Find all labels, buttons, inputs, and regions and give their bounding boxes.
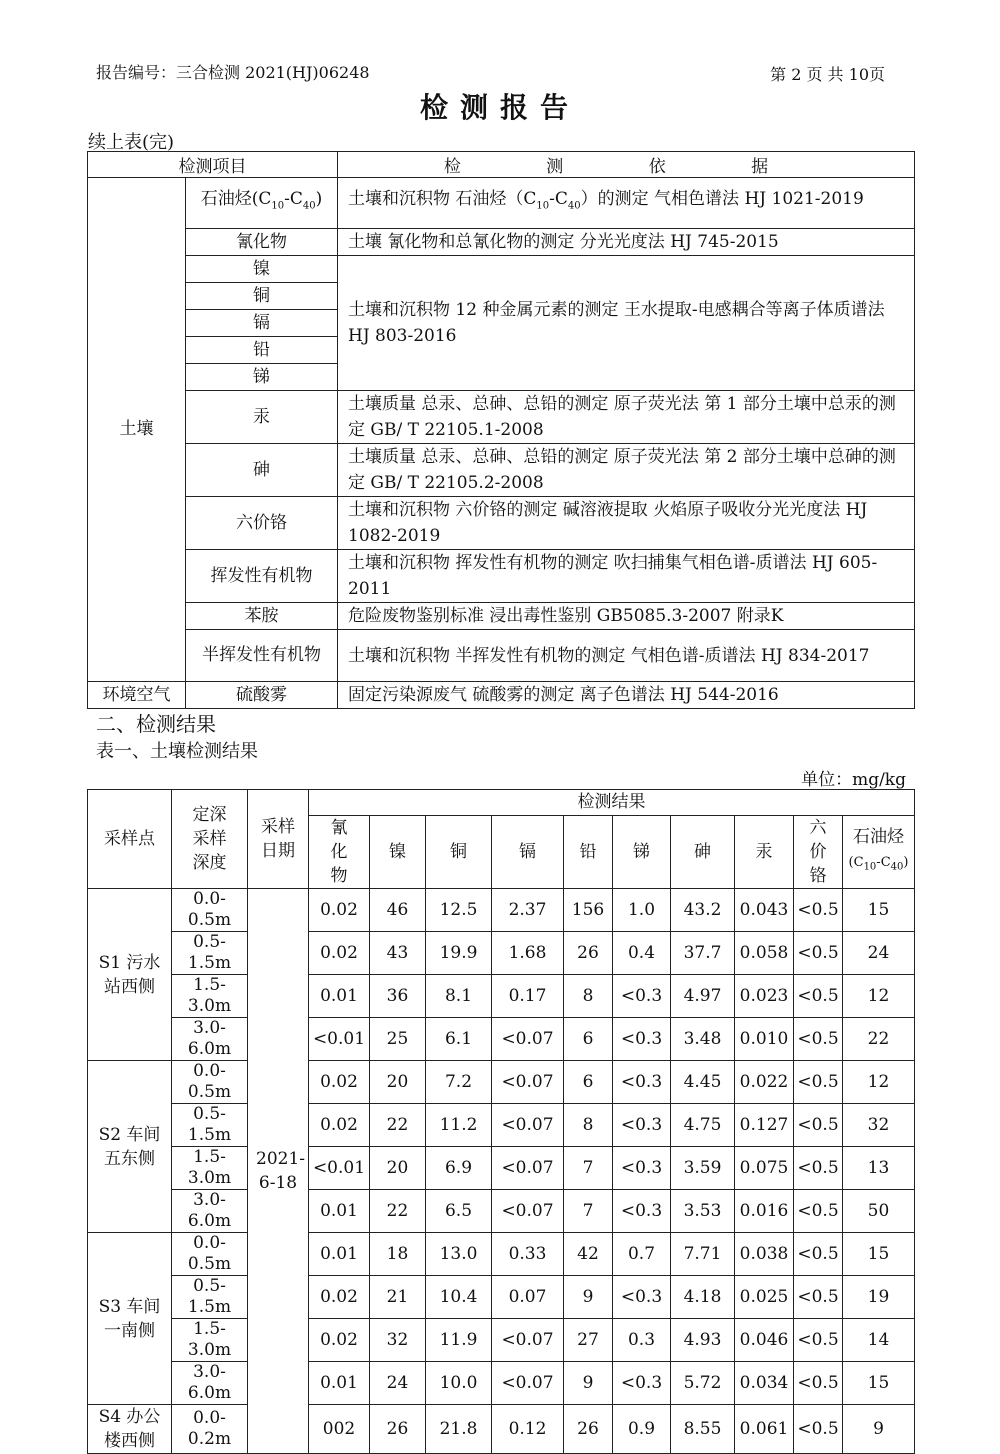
value-cell: 12 bbox=[843, 975, 915, 1018]
method-basis: 土壤和沉积物 挥发性有机物的测定 吹扫捕集气相色谱-质谱法 HJ 605-2011 bbox=[338, 550, 915, 603]
value-cell: <0.07 bbox=[492, 1018, 564, 1061]
value-cell: 0.058 bbox=[735, 932, 794, 975]
depth-cell: 3.0-6.0m bbox=[172, 1190, 248, 1233]
value-cell: 1.0 bbox=[613, 889, 671, 932]
table-row bbox=[88, 1147, 915, 1190]
method-basis: 土壤和沉积物 半挥发性有机物的测定 气相色谱-质谱法 HJ 834-2017 bbox=[338, 630, 915, 682]
value-cell: 26 bbox=[370, 1405, 426, 1454]
value-cell: 0.010 bbox=[735, 1018, 794, 1061]
analyte-header: 石油烃 $(C_{10}-C_{40})$ bbox=[843, 816, 915, 889]
value-cell: 11.2 bbox=[426, 1104, 492, 1147]
value-cell: <0.3 bbox=[613, 1276, 671, 1319]
value-cell: 0.02 bbox=[309, 1061, 370, 1104]
table-row bbox=[88, 1362, 915, 1405]
value-cell: 21.8 bbox=[426, 1405, 492, 1454]
value-cell: 7.71 bbox=[671, 1233, 735, 1276]
value-cell: <0.5 bbox=[794, 1190, 843, 1233]
value-cell: <0.01 bbox=[309, 1018, 370, 1061]
method-item: 苯胺 bbox=[186, 603, 338, 630]
value-cell: <0.5 bbox=[794, 1319, 843, 1362]
value-cell: 8.55 bbox=[671, 1405, 735, 1454]
value-cell: 0.02 bbox=[309, 889, 370, 932]
col-basis-header: 检 测 依 据 bbox=[338, 152, 915, 178]
continued-label: 续上表(完) bbox=[88, 132, 175, 153]
unit-label: 单位：mg/kg bbox=[801, 770, 906, 790]
method-basis: 固定污染源废气 硫酸雾的测定 离子色谱法 HJ 544-2016 bbox=[338, 682, 915, 709]
method-item: 铅 bbox=[186, 337, 338, 364]
table-row bbox=[88, 1061, 915, 1104]
table-row bbox=[88, 932, 915, 975]
value-cell: 0.3 bbox=[613, 1319, 671, 1362]
method-item: 石油烃$(C_{10}-C_{40})$ bbox=[186, 178, 338, 229]
analyte-header: 砷 bbox=[671, 816, 735, 889]
col-site-header: 采样点 bbox=[88, 790, 172, 889]
value-cell: 6 bbox=[564, 1018, 613, 1061]
value-cell: 32 bbox=[370, 1319, 426, 1362]
report-number: 报告编号：三合检测 2021(HJ)06248 bbox=[96, 63, 370, 82]
value-cell: <0.5 bbox=[794, 1276, 843, 1319]
depth-cell: 3.0-6.0m bbox=[172, 1362, 248, 1405]
table-row bbox=[88, 1018, 915, 1061]
value-cell: <0.5 bbox=[794, 1233, 843, 1276]
method-item: 砷 bbox=[186, 444, 338, 497]
value-cell: 18 bbox=[370, 1233, 426, 1276]
method-item: 锑 bbox=[186, 364, 338, 391]
table-row bbox=[88, 889, 915, 932]
value-cell: 0.016 bbox=[735, 1190, 794, 1233]
depth-cell: 0.5-1.5m bbox=[172, 1104, 248, 1147]
value-cell: 0.038 bbox=[735, 1233, 794, 1276]
value-cell: <0.3 bbox=[613, 1104, 671, 1147]
value-cell: 0.034 bbox=[735, 1362, 794, 1405]
site-name: S2 车间五东侧 bbox=[88, 1061, 172, 1233]
value-cell: 24 bbox=[370, 1362, 426, 1405]
value-cell: 22 bbox=[370, 1190, 426, 1233]
value-cell: 37.7 bbox=[671, 932, 735, 975]
depth-cell: 3.0-6.0m bbox=[172, 1018, 248, 1061]
col-depth-header: 定深采样深度 bbox=[172, 790, 248, 889]
site-name: S3 车间一南侧 bbox=[88, 1233, 172, 1405]
analyte-header: 汞 bbox=[735, 816, 794, 889]
value-cell: 10.0 bbox=[426, 1362, 492, 1405]
col-item-header: 检测项目 bbox=[88, 152, 338, 178]
value-cell: 0.075 bbox=[735, 1147, 794, 1190]
value-cell: <0.5 bbox=[794, 975, 843, 1018]
group-air: 环境空气 bbox=[88, 682, 186, 709]
value-cell: 20 bbox=[370, 1147, 426, 1190]
value-cell: <0.5 bbox=[794, 1104, 843, 1147]
value-cell: 11.9 bbox=[426, 1319, 492, 1362]
analyte-header: 六价铬 bbox=[794, 816, 843, 889]
value-cell: 5.72 bbox=[671, 1362, 735, 1405]
value-cell: 0.01 bbox=[309, 1190, 370, 1233]
group-soil: 土壤 bbox=[88, 178, 186, 682]
value-cell: 9 bbox=[843, 1405, 915, 1454]
method-item: 硫酸雾 bbox=[186, 682, 338, 709]
value-cell: 0.33 bbox=[492, 1233, 564, 1276]
value-cell: 24 bbox=[843, 932, 915, 975]
value-cell: <0.5 bbox=[794, 889, 843, 932]
page-number: 第 2 页 共 10页 bbox=[770, 65, 885, 84]
value-cell: <0.5 bbox=[794, 1147, 843, 1190]
value-cell: 7 bbox=[564, 1190, 613, 1233]
value-cell: <0.07 bbox=[492, 1362, 564, 1405]
col-date-header: 采样日期 bbox=[248, 790, 309, 889]
value-cell: 25 bbox=[370, 1018, 426, 1061]
value-cell: 4.97 bbox=[671, 975, 735, 1018]
value-cell: 3.59 bbox=[671, 1147, 735, 1190]
value-cell: 10.4 bbox=[426, 1276, 492, 1319]
value-cell: 0.127 bbox=[735, 1104, 794, 1147]
table-row bbox=[88, 1104, 915, 1147]
table-title: 表一、土壤检测结果 bbox=[96, 741, 258, 762]
method-item: 镉 bbox=[186, 310, 338, 337]
value-cell: 4.93 bbox=[671, 1319, 735, 1362]
value-cell: <0.5 bbox=[794, 1061, 843, 1104]
method-table bbox=[87, 151, 915, 709]
value-cell: 0.02 bbox=[309, 932, 370, 975]
value-cell: 21 bbox=[370, 1276, 426, 1319]
value-cell: 3.48 bbox=[671, 1018, 735, 1061]
value-cell: 0.17 bbox=[492, 975, 564, 1018]
value-cell: <0.3 bbox=[613, 1018, 671, 1061]
value-cell: 0.01 bbox=[309, 1233, 370, 1276]
analyte-header: 铅 bbox=[564, 816, 613, 889]
value-cell: 13.0 bbox=[426, 1233, 492, 1276]
value-cell: <0.3 bbox=[613, 975, 671, 1018]
site-name: S4 办公楼西侧 bbox=[88, 1405, 172, 1454]
table-row bbox=[88, 1190, 915, 1233]
value-cell: 12.5 bbox=[426, 889, 492, 932]
value-cell: 27 bbox=[564, 1319, 613, 1362]
method-basis: 危险废物鉴别标准 浸出毒性鉴别 GB5085.3-2007 附录K bbox=[338, 603, 915, 630]
value-cell: <0.07 bbox=[492, 1319, 564, 1362]
method-basis: 土壤质量 总汞、总砷、总铅的测定 原子荧光法 第 1 部分土壤中总汞的测定 GB/ T 22105.1-2008 bbox=[338, 391, 915, 444]
value-cell: 50 bbox=[843, 1190, 915, 1233]
value-cell: 7.2 bbox=[426, 1061, 492, 1104]
value-cell: 0.043 bbox=[735, 889, 794, 932]
depth-cell: 1.5-3.0m bbox=[172, 1319, 248, 1362]
value-cell: 46 bbox=[370, 889, 426, 932]
value-cell: <0.07 bbox=[492, 1104, 564, 1147]
value-cell: 22 bbox=[370, 1104, 426, 1147]
depth-cell: 0.0-0.5m bbox=[172, 889, 248, 932]
value-cell: <0.07 bbox=[492, 1061, 564, 1104]
method-basis: 土壤质量 总汞、总砷、总铅的测定 原子荧光法 第 2 部分土壤中总砷的测定 GB/ T 22105.2-2008 bbox=[338, 444, 915, 497]
value-cell: 15 bbox=[843, 1362, 915, 1405]
method-item: 氰化物 bbox=[186, 229, 338, 256]
depth-cell: 0.5-1.5m bbox=[172, 1276, 248, 1319]
method-item: 镍 bbox=[186, 256, 338, 283]
value-cell: 43 bbox=[370, 932, 426, 975]
value-cell: 6 bbox=[564, 1061, 613, 1104]
value-cell: 20 bbox=[370, 1061, 426, 1104]
value-cell: 26 bbox=[564, 932, 613, 975]
method-basis: 土壤和沉积物 石油烃$(C_{10}-C_{40})$的测定 气相色谱法 HJ 1021-2019 bbox=[338, 178, 915, 229]
value-cell: 4.75 bbox=[671, 1104, 735, 1147]
analyte-header: 镉 bbox=[492, 816, 564, 889]
value-cell: 12 bbox=[843, 1061, 915, 1104]
result-table bbox=[87, 789, 915, 1454]
value-cell: <0.3 bbox=[613, 1190, 671, 1233]
value-cell: <0.3 bbox=[613, 1362, 671, 1405]
depth-cell: 0.0-0.5m bbox=[172, 1061, 248, 1104]
value-cell: 0.01 bbox=[309, 975, 370, 1018]
value-cell: 0.07 bbox=[492, 1276, 564, 1319]
value-cell: 0.12 bbox=[492, 1405, 564, 1454]
analyte-header: 锑 bbox=[613, 816, 671, 889]
value-cell: 0.023 bbox=[735, 975, 794, 1018]
analyte-header: 铜 bbox=[426, 816, 492, 889]
value-cell: 0.01 bbox=[309, 1362, 370, 1405]
value-cell: 6.9 bbox=[426, 1147, 492, 1190]
value-cell: 22 bbox=[843, 1018, 915, 1061]
method-item: 六价铬 bbox=[186, 497, 338, 550]
analyte-header: 镍 bbox=[370, 816, 426, 889]
depth-cell: 0.0-0.5m bbox=[172, 1233, 248, 1276]
method-basis: 土壤 氰化物和总氰化物的测定 分光光度法 HJ 745-2015 bbox=[338, 229, 915, 256]
value-cell: 4.18 bbox=[671, 1276, 735, 1319]
value-cell: 6.5 bbox=[426, 1190, 492, 1233]
value-cell: 002 bbox=[309, 1405, 370, 1454]
method-item: 挥发性有机物 bbox=[186, 550, 338, 603]
value-cell: 19.9 bbox=[426, 932, 492, 975]
value-cell: 15 bbox=[843, 889, 915, 932]
table-row bbox=[88, 1319, 915, 1362]
table-row bbox=[88, 975, 915, 1018]
method-item: 汞 bbox=[186, 391, 338, 444]
depth-cell: 1.5-3.0m bbox=[172, 1147, 248, 1190]
value-cell: 7 bbox=[564, 1147, 613, 1190]
value-cell: 32 bbox=[843, 1104, 915, 1147]
value-cell: <0.5 bbox=[794, 1362, 843, 1405]
value-cell: 0.02 bbox=[309, 1276, 370, 1319]
value-cell: 8.1 bbox=[426, 975, 492, 1018]
value-cell: 0.022 bbox=[735, 1061, 794, 1104]
table-row bbox=[88, 1233, 915, 1276]
value-cell: 0.4 bbox=[613, 932, 671, 975]
value-cell: <0.07 bbox=[492, 1147, 564, 1190]
analyte-header: 氰化物 bbox=[309, 816, 370, 889]
depth-cell: 1.5-3.0m bbox=[172, 975, 248, 1018]
value-cell: 4.45 bbox=[671, 1061, 735, 1104]
value-cell: 156 bbox=[564, 889, 613, 932]
value-cell: <0.3 bbox=[613, 1147, 671, 1190]
value-cell: 9 bbox=[564, 1276, 613, 1319]
value-cell: 0.025 bbox=[735, 1276, 794, 1319]
depth-cell: 0.5-1.5m bbox=[172, 932, 248, 975]
value-cell: 26 bbox=[564, 1405, 613, 1454]
page-title: 检测报告 bbox=[419, 91, 580, 124]
value-cell: 19 bbox=[843, 1276, 915, 1319]
value-cell: 0.7 bbox=[613, 1233, 671, 1276]
table-row bbox=[88, 1276, 915, 1319]
col-results-header: 检测结果 bbox=[309, 790, 915, 816]
value-cell: 15 bbox=[843, 1233, 915, 1276]
value-cell: 0.02 bbox=[309, 1104, 370, 1147]
method-basis: 土壤和沉积物 六价铬的测定 碱溶液提取 火焰原子吸收分光光度法 HJ 1082-2019 bbox=[338, 497, 915, 550]
value-cell: 6.1 bbox=[426, 1018, 492, 1061]
value-cell: <0.5 bbox=[794, 932, 843, 975]
value-cell: <0.3 bbox=[613, 1061, 671, 1104]
table-row bbox=[88, 1405, 915, 1454]
value-cell: <0.01 bbox=[309, 1147, 370, 1190]
method-basis: 土壤和沉积物 12 种金属元素的测定 王水提取-电感耦合等离子体质谱法 HJ 803-2016 bbox=[338, 256, 915, 391]
value-cell: 0.02 bbox=[309, 1319, 370, 1362]
value-cell: 1.68 bbox=[492, 932, 564, 975]
value-cell: 0.9 bbox=[613, 1405, 671, 1454]
value-cell: 0.046 bbox=[735, 1319, 794, 1362]
value-cell: <0.5 bbox=[794, 1018, 843, 1061]
value-cell: 14 bbox=[843, 1319, 915, 1362]
section-heading: 二、检测结果 bbox=[96, 712, 216, 736]
method-item: 半挥发性有机物 bbox=[186, 630, 338, 682]
value-cell: 13 bbox=[843, 1147, 915, 1190]
value-cell: 42 bbox=[564, 1233, 613, 1276]
value-cell: <0.5 bbox=[794, 1405, 843, 1454]
value-cell: 8 bbox=[564, 1104, 613, 1147]
method-item: 铜 bbox=[186, 283, 338, 310]
value-cell: 43.2 bbox=[671, 889, 735, 932]
value-cell: 3.53 bbox=[671, 1190, 735, 1233]
value-cell: 2.37 bbox=[492, 889, 564, 932]
sample-date: 2021-6-18 bbox=[248, 889, 309, 1454]
value-cell: 9 bbox=[564, 1362, 613, 1405]
value-cell: 8 bbox=[564, 975, 613, 1018]
site-name: S1 污水站西侧 bbox=[88, 889, 172, 1061]
depth-cell: 0.0-0.2m bbox=[172, 1405, 248, 1454]
value-cell: 0.061 bbox=[735, 1405, 794, 1454]
value-cell: 36 bbox=[370, 975, 426, 1018]
value-cell: <0.07 bbox=[492, 1190, 564, 1233]
